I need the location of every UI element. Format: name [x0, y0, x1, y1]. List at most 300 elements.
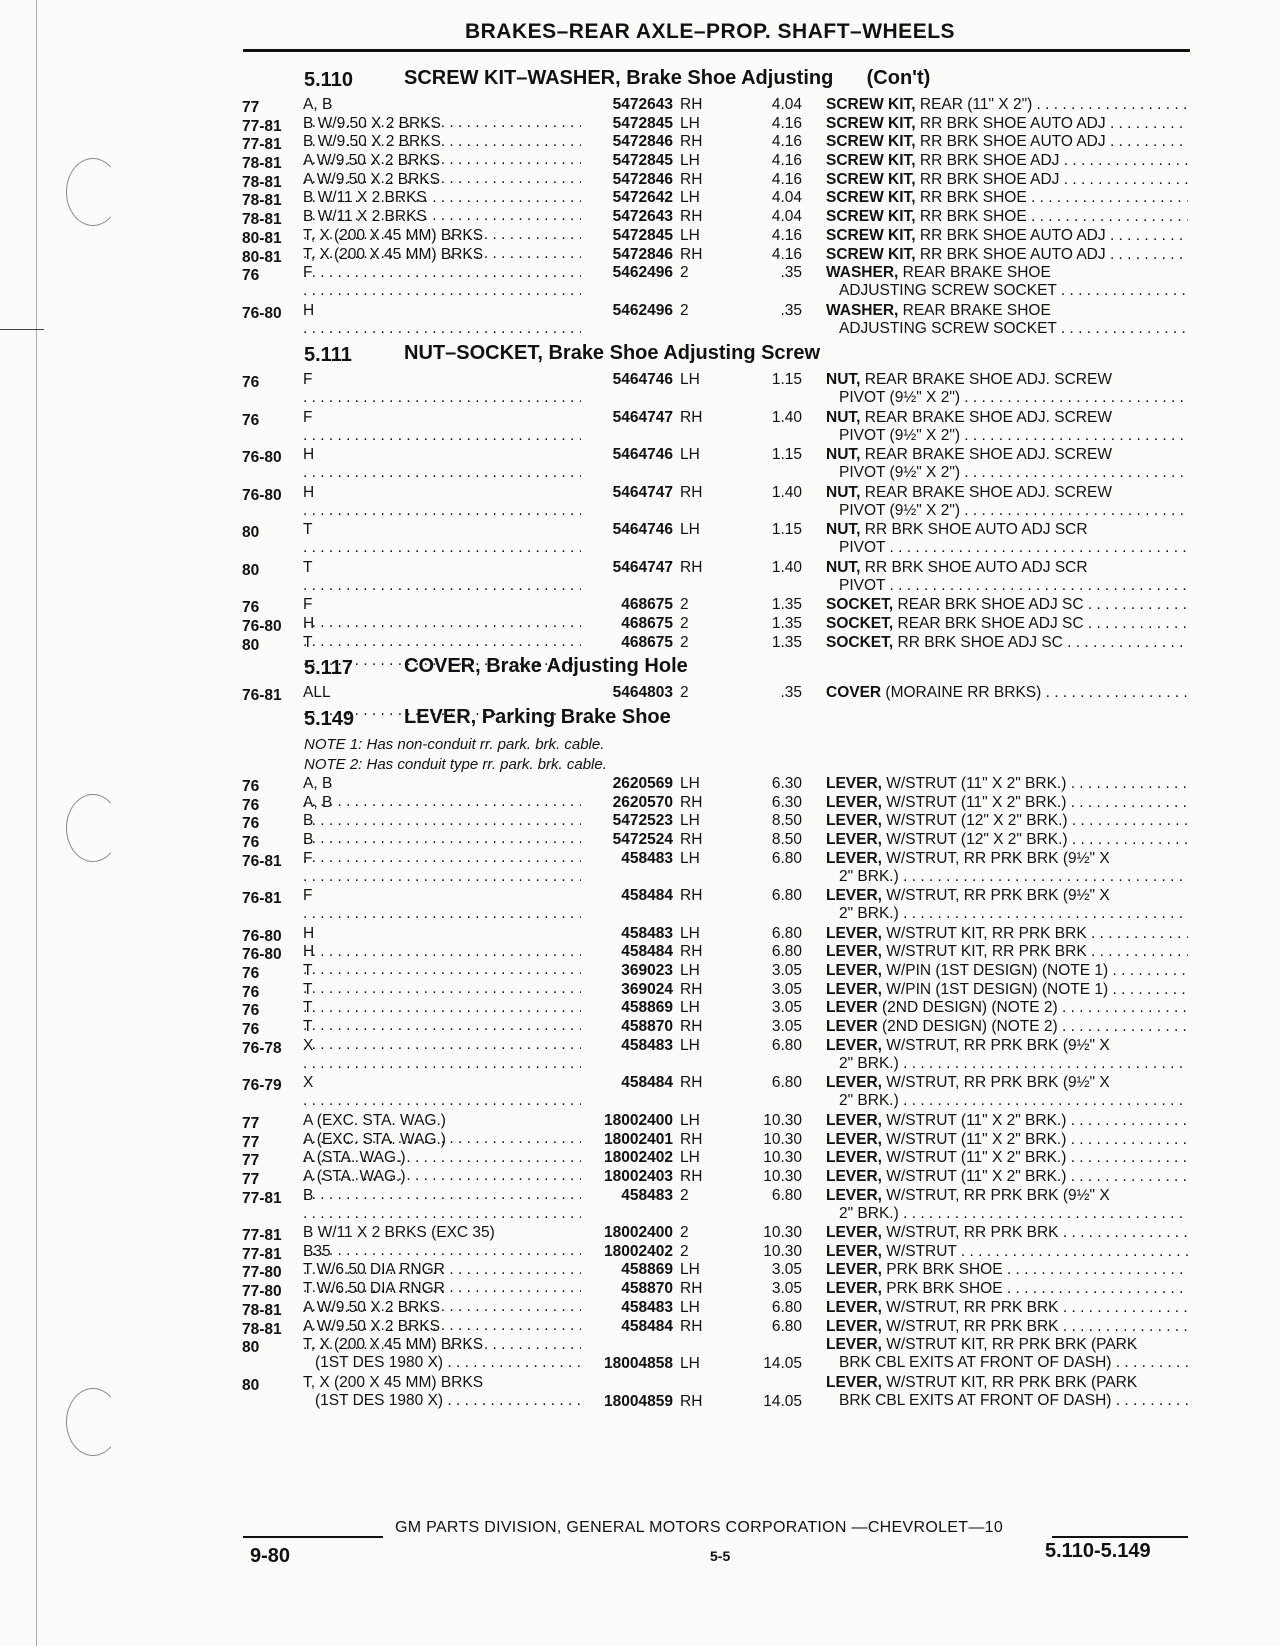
part-description — [826, 208, 1188, 226]
quantity: 2 — [680, 264, 689, 282]
description-noun: LEVER, — [826, 1111, 882, 1129]
description-detail: W/STRUT KIT, RR PRK BRK — [881, 924, 1087, 942]
model-text: T, X (200 X 45 MM) BRKS — [303, 226, 484, 244]
part-number: 18002400 — [604, 1224, 673, 1242]
part-description — [826, 227, 1188, 245]
table-row — [0, 96, 1280, 115]
description-noun: SOCKET, — [826, 633, 894, 651]
list-price: 1.40 — [771, 408, 802, 426]
description-line-continued: BRK CBL EXITS AT FRONT OF DASH) . . . — [826, 1392, 1188, 1410]
description-line — [826, 115, 1188, 133]
table-row — [0, 925, 1280, 944]
part-description — [826, 302, 1188, 338]
description-detail: (2ND DESIGN) (NOTE 2) — [877, 1018, 1058, 1036]
table-row — [0, 962, 1280, 981]
description-line-continued: 2" BRK.) . . . — [826, 1055, 1188, 1073]
description-line — [826, 559, 1188, 577]
description-detail: W/STRUT — [881, 1242, 957, 1260]
description-noun: LEVER, — [826, 793, 882, 811]
quantity: RH — [680, 558, 703, 576]
description-noun: SCREW KIT, — [826, 114, 916, 132]
description-line-continued: ADJUSTING SCREW SOCKET . . . — [826, 320, 1188, 338]
quantity: LH — [680, 999, 700, 1017]
description-noun: LEVER, — [826, 1317, 882, 1335]
description-line — [826, 596, 1188, 614]
part-number: 2620570 — [612, 793, 673, 811]
quantity: LH — [680, 521, 700, 539]
model-text: ALL — [303, 684, 331, 702]
table-row — [0, 302, 1280, 340]
part-number: 5472845 — [612, 114, 673, 132]
section-note — [0, 735, 1280, 755]
table-row — [0, 794, 1280, 813]
part-number: 18002400 — [604, 1111, 673, 1129]
quantity: 2 — [680, 1186, 689, 1204]
table-row — [0, 943, 1280, 962]
part-number: 5472524 — [612, 831, 673, 848]
part-description — [826, 1037, 1188, 1073]
section-heading — [0, 703, 1280, 735]
part-description — [826, 1318, 1188, 1336]
description-line — [826, 1112, 1188, 1130]
description-detail: REAR BRAKE SHOE ADJ. SCREW — [860, 371, 1112, 389]
model-year: 76-80 — [242, 617, 282, 635]
description-line — [826, 1299, 1188, 1317]
part-description — [826, 189, 1188, 207]
list-price: 14.05 — [763, 1392, 802, 1410]
model-text: B — [303, 1186, 314, 1204]
list-price: 1.35 — [771, 633, 802, 651]
list-price: .35 — [780, 684, 802, 702]
part-number: 5472523 — [612, 812, 673, 830]
list-price: 1.15 — [771, 521, 802, 539]
part-description — [826, 596, 1188, 614]
description-line — [826, 208, 1188, 226]
part-number: 468675 — [621, 633, 673, 651]
description-line — [826, 615, 1188, 633]
model-text: A W/9.50 X 2 BRKS — [303, 170, 440, 188]
part-number: 5472845 — [612, 226, 673, 244]
description-noun: COVER — [826, 684, 882, 702]
description-line — [826, 981, 1188, 999]
model-text: T — [303, 999, 313, 1017]
description-detail: RR BRK SHOE AUTO ADJ SCR — [860, 558, 1088, 576]
description-noun: NUT, — [826, 371, 861, 389]
part-description — [826, 1149, 1188, 1167]
model-text: H — [303, 446, 315, 464]
description-line-continued: PIVOT (9½" X 2") . . . — [826, 427, 1188, 445]
description-noun: SCREW KIT, — [826, 245, 916, 263]
description-noun: LEVER, — [826, 1224, 882, 1242]
description-noun: NUT, — [826, 446, 861, 464]
part-description — [826, 409, 1188, 445]
quantity: LH — [680, 371, 700, 389]
model-usage — [303, 521, 581, 557]
model-text: B — [303, 812, 314, 830]
model-text: H — [303, 943, 315, 961]
part-number: 5464747 — [612, 408, 673, 426]
title-rule — [243, 49, 1190, 52]
description-line-continued: PIVOT (9½" X 2") . . . — [826, 502, 1188, 520]
model-year: 76 — [242, 965, 260, 983]
model-text: T — [303, 521, 313, 539]
quantity: 2 — [680, 596, 689, 614]
list-price: 6.80 — [771, 943, 802, 961]
model-text: F — [303, 887, 313, 905]
quantity: LH — [680, 1149, 700, 1167]
part-number: 5472643 — [612, 208, 673, 226]
table-row — [0, 1112, 1280, 1131]
list-price: 4.16 — [771, 226, 802, 244]
description-detail: RR BRK SHOE AUTO ADJ — [915, 245, 1106, 263]
description-detail: RR BRK SHOE — [915, 189, 1027, 207]
description-noun: SCREW KIT, — [826, 208, 916, 226]
table-row — [0, 615, 1280, 634]
description-noun: SCREW KIT, — [826, 152, 916, 170]
quantity: LH — [680, 1261, 700, 1279]
table-row — [0, 1318, 1280, 1337]
description-noun: SCREW KIT, — [826, 189, 916, 207]
list-price: 3.05 — [771, 980, 802, 998]
part-number: 5472642 — [612, 189, 673, 207]
table-row — [0, 559, 1280, 597]
table-row — [0, 446, 1280, 484]
footer-rule-right — [1052, 1536, 1188, 1538]
model-usage — [303, 1187, 581, 1223]
description-line-continued: 2" BRK.) . . . — [826, 905, 1188, 923]
model-text: F — [303, 596, 313, 614]
part-description — [826, 171, 1188, 189]
description-line — [826, 264, 1188, 282]
description-noun: SCREW KIT, — [826, 226, 916, 244]
part-description — [826, 484, 1188, 520]
list-price: 6.80 — [771, 887, 802, 905]
part-description — [826, 1131, 1188, 1149]
list-price: 4.04 — [771, 96, 802, 113]
list-price: 4.04 — [771, 189, 802, 207]
model-text: F — [303, 371, 313, 389]
model-text: T — [303, 980, 313, 998]
part-description — [826, 1336, 1188, 1372]
model-text: F — [303, 264, 313, 282]
description-noun: LEVER, — [826, 1149, 882, 1167]
description-detail: PRK BRK SHOE — [881, 1280, 1003, 1298]
description-line — [826, 171, 1188, 189]
description-line — [826, 484, 1188, 502]
description-line — [826, 1318, 1188, 1336]
description-line — [826, 227, 1188, 245]
quantity: LH — [680, 1355, 700, 1373]
quantity: RH — [680, 1392, 703, 1410]
part-number: 5462496 — [612, 264, 673, 282]
model-year: 76-80 — [242, 927, 282, 945]
description-detail: W/STRUT KIT, RR PRK BRK (PARK — [881, 1373, 1138, 1391]
description-detail: RR BRK SHOE — [915, 208, 1027, 226]
description-noun: SOCKET, — [826, 596, 894, 614]
description-line — [826, 1018, 1188, 1036]
part-description — [826, 1224, 1188, 1242]
description-noun: LEVER, — [826, 1167, 882, 1185]
model-text: B W/11 X 2 BRKS — [303, 189, 427, 207]
list-price: 1.15 — [771, 446, 802, 464]
model-year: 80 — [242, 1376, 260, 1394]
parts-list — [0, 64, 1280, 1411]
part-number: 2620569 — [612, 774, 673, 792]
description-noun: LEVER, — [826, 943, 882, 961]
quantity: RH — [680, 1280, 703, 1298]
model-text: T W/6.50 DIA RNGR — [303, 1261, 445, 1279]
description-noun: LEVER, — [826, 1280, 882, 1298]
description-detail: W/STRUT (12" X 2" BRK.) — [881, 812, 1068, 830]
part-number: 18004858 — [604, 1355, 673, 1373]
list-price: 1.35 — [771, 614, 802, 632]
description-detail: W/STRUT (11" X 2" BRK.) — [881, 793, 1067, 811]
part-description — [826, 831, 1188, 849]
list-price: 6.80 — [771, 1074, 802, 1092]
description-noun: WASHER, — [826, 301, 899, 319]
table-row — [0, 1168, 1280, 1187]
footer-date: 9-80 — [250, 1545, 291, 1567]
model-year: 77 — [242, 1152, 260, 1170]
description-line — [826, 133, 1188, 151]
quantity: LH — [680, 1036, 700, 1054]
part-description — [826, 925, 1188, 943]
list-price: 4.16 — [771, 133, 802, 151]
description-line — [826, 1336, 1188, 1354]
model-year: 77 — [242, 99, 260, 116]
description-line — [826, 1037, 1188, 1055]
section-code: 5.111 — [304, 344, 352, 367]
part-number: 458483 — [621, 1036, 673, 1054]
description-detail: W/STRUT, RR PRK BRK (9½" X — [881, 1074, 1110, 1092]
description-line — [826, 812, 1188, 830]
model-year: 77-81 — [242, 117, 282, 135]
list-price: 1.15 — [771, 371, 802, 389]
model-year: 77-80 — [242, 1283, 282, 1301]
description-line-continued: PIVOT . . . — [826, 539, 1188, 557]
model-text: A W/9.50 X 2 BRKS — [303, 1298, 440, 1316]
table-row — [0, 831, 1280, 850]
table-row — [0, 634, 1280, 653]
model-usage — [303, 302, 581, 338]
list-price: 4.16 — [771, 114, 802, 132]
model-text: F — [303, 849, 313, 867]
quantity: RH — [680, 245, 703, 263]
description-detail: REAR BRAKE SHOE — [898, 264, 1051, 282]
list-price: 14.05 — [763, 1355, 802, 1373]
description-line — [826, 302, 1188, 320]
description-line — [826, 1224, 1188, 1242]
description-noun: SCREW KIT, — [826, 96, 916, 113]
description-noun: WASHER, — [826, 264, 899, 282]
description-detail: RR BRK SHOE ADJ SC — [893, 633, 1063, 651]
section-title: LEVER, Parking Brake Shoe — [404, 705, 671, 728]
table-row — [0, 596, 1280, 615]
description-line-continued: PIVOT (9½" X 2") . . . — [826, 389, 1188, 407]
model-year: 76 — [242, 983, 260, 1001]
description-detail: W/STRUT KIT, RR PRK BRK (PARK — [881, 1336, 1138, 1354]
description-line — [826, 962, 1188, 980]
model-text: H — [303, 924, 315, 942]
quantity: 2 — [680, 633, 689, 651]
table-row — [0, 484, 1280, 522]
list-price: 3.05 — [771, 1261, 802, 1279]
model-year: 77-81 — [242, 1227, 282, 1245]
part-number: 18002401 — [604, 1130, 673, 1148]
model-year: 77-81 — [242, 1189, 282, 1207]
description-detail: REAR BRAKE SHOE — [898, 301, 1051, 319]
part-number: 5472846 — [612, 170, 673, 188]
list-price: 6.80 — [771, 1317, 802, 1335]
model-year: 80 — [242, 524, 260, 542]
table-row — [0, 246, 1280, 265]
part-number: 18002403 — [604, 1167, 673, 1185]
table-row — [0, 684, 1280, 703]
part-number: 458484 — [621, 1074, 673, 1092]
part-description — [826, 999, 1188, 1017]
part-description — [826, 1243, 1188, 1261]
table-row — [0, 371, 1280, 409]
model-year: 77 — [242, 1114, 260, 1132]
description-noun: LEVER, — [826, 1261, 882, 1279]
quantity: LH — [680, 189, 700, 207]
part-number: 369024 — [621, 980, 673, 998]
quantity: RH — [680, 483, 703, 501]
model-text: B — [303, 831, 314, 848]
table-row — [0, 1280, 1280, 1299]
part-number: 458484 — [621, 887, 673, 905]
note-text: NOTE 1: Has non-conduit rr. park. brk. cable. — [304, 735, 605, 753]
part-number: 458870 — [621, 1280, 673, 1298]
model-text: A, B — [303, 96, 333, 113]
model-text: T — [303, 558, 313, 576]
description-line — [826, 1280, 1188, 1298]
model-text: A (EXC. STA. WAG.) — [303, 1130, 446, 1148]
table-row — [0, 171, 1280, 190]
part-description — [826, 1112, 1188, 1130]
model-year: 78-81 — [242, 211, 282, 229]
table-row — [0, 1243, 1280, 1262]
section-code: 5.149 — [304, 707, 355, 730]
description-detail: W/STRUT, RR PRK BRK (9½" X — [881, 849, 1110, 867]
table-row — [0, 264, 1280, 302]
description-detail: W/STRUT, RR PRK BRK — [881, 1298, 1059, 1316]
quantity: 2 — [680, 614, 689, 632]
quantity: LH — [680, 1111, 700, 1129]
list-price: 6.30 — [771, 793, 802, 811]
model-year: 80-81 — [242, 248, 282, 266]
description-detail: REAR BRAKE SHOE ADJ. SCREW — [860, 408, 1112, 426]
part-number: 458484 — [621, 943, 673, 961]
quantity: LH — [680, 962, 700, 980]
description-line — [826, 1149, 1188, 1167]
description-noun: SCREW KIT, — [826, 133, 916, 151]
description-detail: W/STRUT, RR PRK BRK — [881, 1317, 1059, 1335]
part-description — [826, 264, 1188, 300]
part-number: 5472845 — [612, 152, 673, 170]
list-price: 8.50 — [771, 831, 802, 848]
quantity: RH — [680, 96, 703, 113]
model-text: T W/6.50 DIA RNGR — [303, 1280, 445, 1298]
part-number: 5464746 — [612, 446, 673, 464]
description-detail: RR BRK SHOE AUTO ADJ — [915, 133, 1106, 151]
description-detail: RR BRK SHOE AUTO ADJ — [915, 114, 1106, 132]
model-text: T, X (200 X 45 MM) BRKS — [303, 1336, 484, 1354]
model-year: 76-81 — [242, 852, 282, 870]
list-price: 6.80 — [771, 1036, 802, 1054]
part-description — [826, 1299, 1188, 1317]
description-line — [826, 794, 1188, 812]
description-noun: LEVER, — [826, 1298, 882, 1316]
part-description — [826, 943, 1188, 961]
model-text: H — [303, 614, 315, 632]
description-noun: LEVER, — [826, 831, 882, 848]
table-row — [0, 850, 1280, 888]
section-note — [0, 755, 1280, 775]
model-year: 76-78 — [242, 1039, 282, 1057]
list-price: 10.30 — [763, 1242, 802, 1260]
quantity: LH — [680, 924, 700, 942]
part-number: 5464747 — [612, 558, 673, 576]
part-description — [826, 1374, 1188, 1410]
description-noun: NUT, — [826, 483, 861, 501]
description-noun: LEVER, — [826, 1336, 882, 1354]
quantity: LH — [680, 152, 700, 170]
part-description — [826, 812, 1188, 830]
model-text: T — [303, 633, 313, 651]
description-line — [826, 1074, 1188, 1092]
section-heading — [0, 652, 1280, 684]
description-detail: W/STRUT, RR PRK BRK — [881, 1224, 1059, 1242]
list-price: 4.16 — [771, 152, 802, 170]
description-line-continued: 2" BRK.) . . . — [826, 1092, 1188, 1110]
description-detail: W/STRUT (11" X 2" BRK.) — [881, 1130, 1067, 1148]
quantity: RH — [680, 887, 703, 905]
part-description — [826, 615, 1188, 633]
part-number: 468675 — [621, 596, 673, 614]
part-number: 458484 — [621, 1317, 673, 1335]
model-year: 77-80 — [242, 1264, 282, 1282]
list-price: 1.40 — [771, 558, 802, 576]
part-description — [826, 1187, 1188, 1223]
part-description — [826, 962, 1188, 980]
part-number: 458869 — [621, 999, 673, 1017]
quantity: 2 — [680, 1224, 689, 1242]
table-row — [0, 1131, 1280, 1150]
table-row — [0, 133, 1280, 152]
model-usage — [303, 446, 581, 482]
description-noun: LEVER — [826, 1018, 878, 1036]
list-price: 10.30 — [763, 1130, 802, 1148]
description-noun: SOCKET, — [826, 614, 894, 632]
section-code: 5.110 — [304, 69, 353, 91]
table-row — [0, 1074, 1280, 1112]
description-noun: LEVER, — [826, 812, 882, 830]
table-row — [0, 812, 1280, 831]
description-detail: RR BRK SHOE ADJ — [915, 152, 1060, 170]
list-price: .35 — [780, 301, 802, 319]
table-row — [0, 1224, 1280, 1243]
model-year: 76 — [242, 411, 260, 429]
list-price: 6.80 — [771, 1298, 802, 1316]
description-noun: LEVER, — [826, 849, 882, 867]
description-line — [826, 1187, 1188, 1205]
model-year: 76 — [242, 834, 260, 851]
description-noun: LEVER, — [826, 1242, 882, 1260]
part-number: 18004859 — [604, 1392, 673, 1410]
part-number: 5472846 — [612, 133, 673, 151]
part-description — [826, 1018, 1188, 1036]
